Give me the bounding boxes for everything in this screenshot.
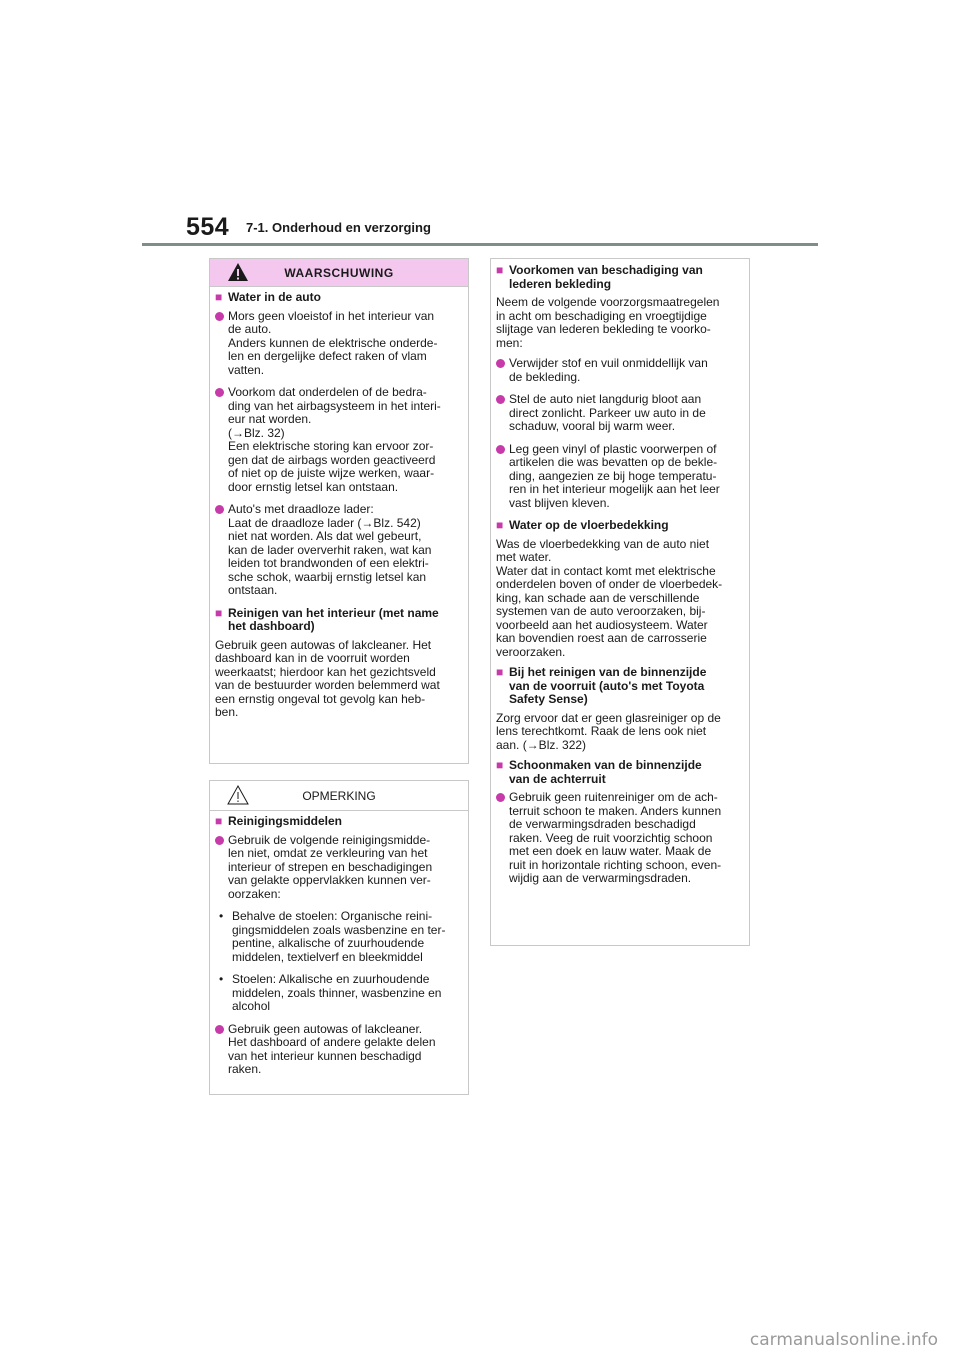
leather-bullet: Stel de auto niet langdurig bloot aan direct zonlicht. Parkeer uw auto in de schaduw, vooral bij warm weer. xyxy=(496,393,743,434)
note-header xyxy=(210,781,468,811)
square-bullet-icon: ■ xyxy=(496,518,504,532)
warning-label: WAARSCHUWING xyxy=(284,265,394,280)
round-bullet-icon xyxy=(496,791,509,886)
header-rule xyxy=(142,243,818,246)
dot-marker-icon: • xyxy=(219,972,224,986)
note-box xyxy=(209,780,469,1095)
leather-bullet: Verwijder stof en vuil onmiddellijk van de bekleding. xyxy=(496,357,743,384)
note-bullet: Gebruik geen autowas of lakcleaner. Het dashboard of andere gelakte delen van het interieur kunnen beschadigd raken. xyxy=(215,1023,462,1077)
watermark: carmanualsonline.info xyxy=(749,1330,938,1350)
square-bullet-icon: ■ xyxy=(496,665,504,679)
warning-triangle-icon xyxy=(227,262,249,282)
heading-rear-window: ■ Schoonmaken van de binnenzijde van de achterruit xyxy=(496,758,702,786)
paragraph-floor: Was de vloerbedekking van de auto niet met water. Water dat in contact komt met elektrische onderdelen boven of onder de vloerbedek- king, kan schade aan de verschillende systemen van de auto veroorzaken, bij- voorbeeld aan het audiosysteem. Water kan bovendien roest aan de carrosserie veroorzaken. xyxy=(496,536,723,659)
round-bullet-icon xyxy=(215,310,228,378)
round-bullet-icon xyxy=(215,386,228,494)
warning-heading-water: ■ Water in de auto xyxy=(215,290,321,304)
round-bullet-icon xyxy=(215,503,228,598)
page-number: 554 xyxy=(186,213,230,241)
paragraph-leather: Neem de volgende voorzorgsmaatregelen in acht om beschadiging en vroegtijdige slijtage van lederen bekleding te voorko- men: xyxy=(496,295,720,350)
warning-heading-interior: ■ Reinigen van het interieur (met name het dashboard) xyxy=(215,605,439,633)
note-label: OPMERKING xyxy=(302,788,376,803)
warning-bullet: Auto's met draadloze lader: Laat de draadloze lader (→Blz. 542) niet nat worden. Als dat wel gebeurt, kan de lader oververhit raken, wat kan leiden tot brandwonden of een elektri- sche schok, waarbij ernstig letsel kan ontstaan. xyxy=(215,503,462,598)
caution-triangle-icon xyxy=(227,784,249,806)
round-bullet-icon xyxy=(496,357,509,384)
round-bullet-icon xyxy=(215,1023,228,1077)
heading-floor: ■ Water op de vloerbedekking xyxy=(496,518,669,532)
dot-marker-icon: • xyxy=(219,909,224,923)
square-bullet-icon: ■ xyxy=(215,290,223,304)
warning-bullet: Voorkom dat onderdelen of de bedra- ding van het airbagsysteem in het interi- eur nat worden. (→Blz. 32) Een elektrische storing kan ervoor zor- gen dat de airbags worden geactiveerd of niet op de juiste wijze werken, waar- door ernstig letsel kan ontstaan. xyxy=(215,386,462,494)
square-bullet-icon: ■ xyxy=(215,814,223,828)
warning-header xyxy=(210,259,468,287)
heading-leather: ■ Voorkomen van beschadiging van lederen bekleding xyxy=(496,263,703,291)
square-bullet-icon: ■ xyxy=(496,758,504,772)
round-bullet-icon xyxy=(496,393,509,434)
right-column-box xyxy=(490,258,750,946)
warning-bullet: Mors geen vloeistof in het interieur van de auto. Anders kunnen de elektrische onderde- len en dergelijke defect raken of vlam vatten. xyxy=(215,310,462,378)
note-heading-cleaners: ■ Reinigingsmiddelen xyxy=(215,814,343,828)
round-bullet-icon xyxy=(496,443,509,511)
section-title: 7-1. Onderhoud en verzorging xyxy=(246,220,431,235)
round-bullet-icon xyxy=(215,834,228,902)
note-sub-item: • Stoelen: Alkalische en zuurhoudende middelen, zoals thinner, wasbenzine en alcohol xyxy=(219,972,442,1013)
rear-window-bullet: Gebruik geen ruitenreiniger om de ach- terruit schoon te maken. Anders kunnen de verwarmingsdraden beschadigd raken. Veeg de ruit voorzichtig schoon met een doek en lauw water. Maak de ruit in horizontale richting schoon, even- wijdig aan de verwarmingsdraden. xyxy=(496,791,743,886)
paragraph-windshield: Zorg ervoor dat er geen glasreiniger op de lens terechtkomt. Raak de lens ook niet aan. (→Blz. 322) xyxy=(496,710,721,752)
leather-bullet: Leg geen vinyl of plastic voorwerpen of artikelen die was bevatten op de bekle- ding, aangezien ze bij hoge temperatu- ren in het interieur mogelijk aan het leer vast blijven kleven. xyxy=(496,443,743,511)
heading-windshield: ■ Bij het reinigen van de binnenzijde van de voorruit (auto's met Toyota Safety Sense) xyxy=(496,665,707,706)
square-bullet-icon: ■ xyxy=(496,263,504,277)
square-bullet-icon: ■ xyxy=(215,605,223,620)
note-bullet: Gebruik de volgende reinigingsmidde- len niet, omdat ze verkleuring van het interieur of strepen en beschadigingen van gelakte oppervlakken kunnen ver- oorzaken: xyxy=(215,834,462,902)
warning-box xyxy=(209,258,469,764)
note-sub-item: • Behalve de stoelen: Organische reini- gingsmiddelen zoals wasbenzine en ter- pentine, alkalische of zuurhoudende middelen, textielverf en bleekmiddel xyxy=(219,909,446,964)
warning-paragraph: Gebruik geen autowas of lakcleaner. Het dashboard kan in de voorruit worden weerkaatst; hierdoor kan het gezichtsveld van de bestuurder worden belemmerd wat een ernstig ongeval tot gevolg kan heb- ben. xyxy=(215,637,440,719)
